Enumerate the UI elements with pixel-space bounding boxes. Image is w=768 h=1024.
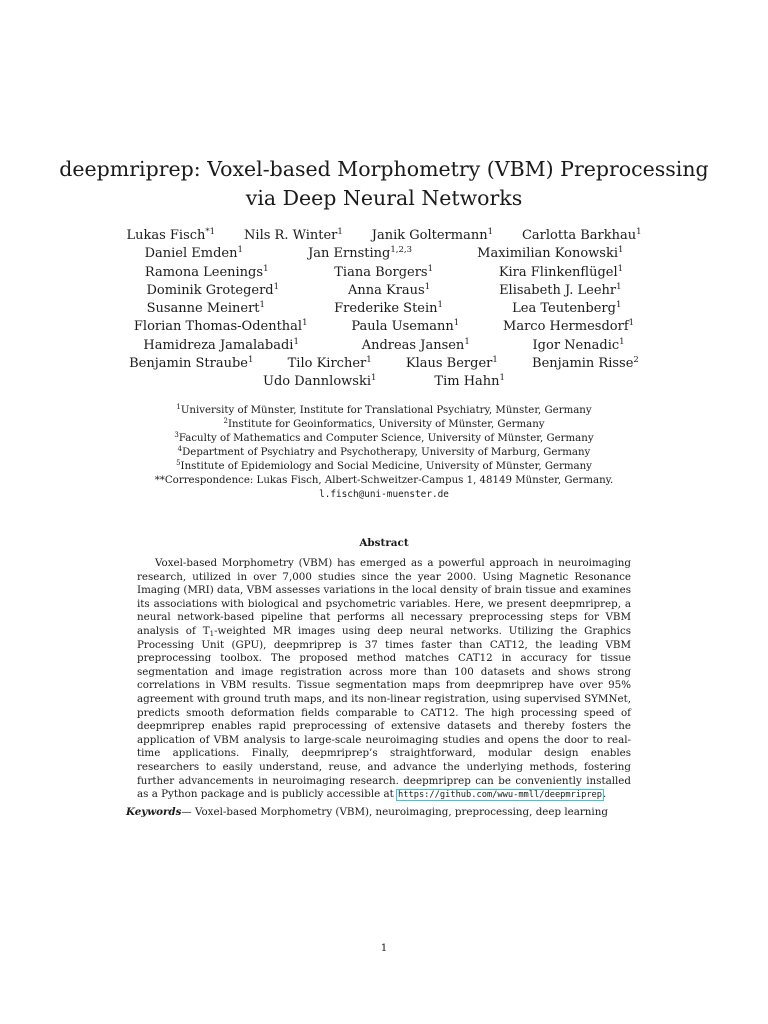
affiliation-marker: 1 bbox=[176, 403, 181, 411]
author-affiliation-marker: 1 bbox=[617, 263, 624, 274]
author-row bbox=[112, 300, 656, 318]
author-affiliation-marker: 1 bbox=[636, 227, 642, 237]
abstract-text-1: Voxel-based Morphometry (VBM) has emerged as a powerful approach in neuroimaging research, utilized in over 7,000 studies since the year 2000. Using Magnetic Resonance Imaging (MRI) data, VBM assesses variations in the local density of brain tissue and examines its associations with biological and psychometric variables. Here, we present deepmriprep, a neural network-based pipeline that performs all necessary preprocessing steps for VBM analysis of T bbox=[137, 557, 631, 637]
author-name-text: Jan Ernsting bbox=[308, 246, 391, 262]
abstract-text-2: -weighted MR images using deep neural networks. Utilizing the Graphics Processing Unit (GPU), deepmriprep is 37 times faster than CAT12, the leading VBM preprocessing toolbox. The proposed method matches CAT12 in accuracy for tissue segmentation and image registration across more than 100 datasets and shows strong correlations in VBM results. Tissue segmentation maps from deepmriprep have over 95% agreement with ground truth maps, and its non-linear registration, using supervised SYMNet, predicts smooth deformation fields comparable to CAT12. The high processing speed of deepmriprep enables rapid preprocessing of extensive datasets and thereby fosters the application of VBM analysis to large-scale neuroimaging studies and opens the door to real-time applications. Finally, deepmriprep’s straightforward, modular design enables researchers to easily understand, reuse, and advance the underlying methods, fostering further advancements in neuroimaging research. deepmriprep can be conveniently installed as a Python package and is publicly accessible at bbox=[137, 624, 632, 801]
abstract-heading: Abstract bbox=[359, 537, 409, 549]
github-link[interactable]: https://github.com/wwu-mmll/deepmriprep bbox=[398, 790, 603, 801]
correspondence: **Correspondence: Lukas Fisch, Albert-Schweitzer-Campus 1, 48149 Münster, Germany. bbox=[154, 475, 614, 486]
author-affiliation-marker: 1 bbox=[615, 300, 622, 311]
author-name bbox=[499, 264, 623, 282]
author-name-text: Lukas Fisch bbox=[126, 228, 206, 243]
author-affiliation-marker: 1 bbox=[366, 355, 372, 366]
author-affiliation-marker: 1 bbox=[427, 263, 434, 274]
author-affiliation-marker: 1 bbox=[453, 318, 460, 329]
author-name bbox=[522, 227, 642, 245]
author-name bbox=[512, 300, 621, 318]
author-name-text: Kira Flinkenflügel bbox=[498, 264, 618, 280]
author-name bbox=[145, 245, 243, 263]
author-list bbox=[112, 227, 656, 392]
affiliation-item bbox=[0, 460, 768, 474]
author-name-text: Udo Dannlowski bbox=[263, 374, 371, 390]
author-name-text: Nils R. Winter bbox=[244, 228, 338, 243]
author-name bbox=[406, 355, 498, 373]
author-name bbox=[126, 227, 215, 245]
author-name bbox=[499, 282, 621, 300]
affiliation-marker: 3 bbox=[174, 431, 179, 439]
author-name-text: Florian Thomas-Odenthal bbox=[133, 319, 303, 335]
author-name bbox=[308, 245, 412, 263]
t1-subscript: 1 bbox=[209, 629, 215, 638]
author-name bbox=[334, 264, 433, 282]
email-address[interactable]: l.fisch@uni-muenster.de bbox=[319, 489, 449, 500]
author-affiliation-marker: 1 bbox=[492, 355, 498, 366]
author-row bbox=[112, 227, 656, 245]
author-affiliation-marker: 1 bbox=[263, 263, 269, 274]
author-name-text: Dominik Grotegerd bbox=[146, 282, 274, 298]
author-affiliation-marker: 1 bbox=[273, 281, 280, 292]
affiliation-item bbox=[0, 404, 768, 418]
author-row bbox=[112, 282, 656, 300]
author-name-text: Marco Hermesdorf bbox=[503, 319, 629, 335]
author-affiliation-marker: 1 bbox=[487, 227, 494, 237]
author-name-text: Susanne Meinert bbox=[146, 301, 260, 317]
author-name-text: Maximilian Konowski bbox=[477, 246, 618, 262]
author-name bbox=[372, 227, 493, 245]
author-name bbox=[263, 373, 376, 391]
author-row bbox=[112, 264, 656, 282]
author-name bbox=[147, 300, 265, 318]
author-affiliation-marker: 1 bbox=[628, 318, 635, 329]
keywords-line bbox=[126, 805, 646, 819]
author-name-text: Elisabeth J. Leehr bbox=[499, 282, 617, 298]
author-name bbox=[532, 355, 639, 373]
author-name bbox=[145, 264, 269, 282]
keywords-label: Keywords bbox=[126, 806, 182, 818]
author-name-text: Tim Hahn bbox=[434, 374, 500, 390]
author-affiliation-marker: 1 bbox=[302, 318, 308, 329]
author-name bbox=[348, 282, 430, 300]
author-name bbox=[362, 337, 470, 355]
author-name-text: Lea Teutenberg bbox=[512, 301, 616, 317]
author-name-text: Paula Usemann bbox=[351, 319, 454, 335]
author-name-text: Benjamin Straube bbox=[129, 356, 248, 372]
author-name bbox=[434, 373, 505, 391]
author-name bbox=[288, 355, 372, 373]
author-name-text: Benjamin Risse bbox=[532, 356, 634, 372]
author-name-text: Tilo Kircher bbox=[287, 356, 367, 372]
author-affiliation-marker: 1 bbox=[616, 281, 622, 292]
author-row bbox=[112, 245, 656, 263]
affiliation-item bbox=[0, 432, 768, 446]
affiliation-text: University of Münster, Institute for Translational Psychiatry, Münster, Germany bbox=[180, 405, 592, 416]
author-name bbox=[503, 318, 634, 336]
author-name bbox=[146, 282, 279, 300]
author-name-text: Tiana Borgers bbox=[334, 264, 428, 280]
author-affiliation-marker: 1 bbox=[499, 373, 505, 384]
author-affiliation-marker: 2 bbox=[633, 355, 639, 366]
author-name bbox=[143, 337, 298, 355]
affiliation-marker: 2 bbox=[223, 417, 228, 425]
author-affiliation-marker: 1 bbox=[618, 245, 624, 256]
affiliation-marker: 4 bbox=[177, 445, 183, 453]
affiliation-item bbox=[0, 418, 768, 432]
author-name bbox=[351, 318, 459, 336]
affiliation-item bbox=[0, 446, 768, 460]
author-name-text: Anna Kraus bbox=[347, 282, 425, 298]
author-affiliation-marker: 1 bbox=[337, 227, 343, 237]
author-affiliation-marker: 1 bbox=[371, 373, 377, 384]
author-name bbox=[134, 318, 308, 336]
author-affiliation-marker: 1 bbox=[619, 336, 625, 347]
author-name bbox=[334, 300, 443, 318]
affiliation-text: Institute for Geoinformatics, University of Münster, Germany bbox=[227, 419, 545, 430]
keywords-text: — Voxel-based Morphometry (VBM), neuroimaging, preprocessing, deep learning bbox=[181, 806, 608, 818]
affiliations bbox=[0, 404, 768, 502]
page-number: 1 bbox=[380, 942, 388, 954]
author-name bbox=[533, 337, 625, 355]
author-row bbox=[112, 355, 656, 373]
affiliation-text: Department of Psychiatry and Psychotherapy, University of Marburg, Germany bbox=[182, 447, 591, 458]
affiliation-text: Faculty of Mathematics and Computer Science, University of Münster, Germany bbox=[178, 433, 594, 444]
affiliation-text: Institute of Epidemiology and Social Medicine, University of Münster, Germany bbox=[180, 461, 592, 472]
author-affiliation-marker: *1 bbox=[205, 227, 216, 237]
author-row bbox=[112, 337, 656, 355]
author-name-text: Ramona Leenings bbox=[144, 264, 264, 280]
title-line-1: deepmriprep: Voxel-based Morphometry (VBM) Preprocessing bbox=[59, 157, 709, 181]
abstract-body bbox=[137, 557, 631, 803]
author-affiliation-marker: 1 bbox=[259, 300, 265, 311]
author-name-text: Frederike Stein bbox=[334, 301, 438, 317]
paper-title bbox=[0, 155, 768, 213]
author-affiliation-marker: 1 bbox=[424, 281, 431, 292]
author-affiliation-marker: 1 bbox=[464, 336, 470, 347]
author-affiliation-marker: 1 bbox=[247, 355, 254, 366]
author-name-text: Carlotta Barkhau bbox=[521, 228, 637, 243]
author-row bbox=[112, 318, 656, 336]
author-name bbox=[244, 227, 343, 245]
author-name bbox=[129, 355, 253, 373]
abstract-end: . bbox=[603, 788, 607, 801]
author-affiliation-marker: 1,2,3 bbox=[390, 245, 412, 256]
author-name-text: Daniel Emden bbox=[144, 246, 238, 262]
author-affiliation-marker: 1 bbox=[237, 245, 243, 256]
affiliation-marker: 5 bbox=[176, 459, 181, 467]
author-name-text: Andreas Jansen bbox=[361, 337, 465, 353]
author-name-text: Hamidreza Jamalabadi bbox=[143, 337, 294, 353]
author-name-text: Igor Nenadic bbox=[532, 337, 620, 353]
author-name-text: Klaus Berger bbox=[405, 356, 493, 372]
author-name bbox=[477, 245, 623, 263]
title-line-2: via Deep Neural Networks bbox=[245, 186, 523, 210]
author-row bbox=[112, 373, 656, 391]
author-affiliation-marker: 1 bbox=[437, 300, 443, 311]
author-name-text: Janik Goltermann bbox=[371, 228, 488, 243]
author-affiliation-marker: 1 bbox=[293, 336, 299, 347]
affiliation-list bbox=[0, 404, 768, 474]
